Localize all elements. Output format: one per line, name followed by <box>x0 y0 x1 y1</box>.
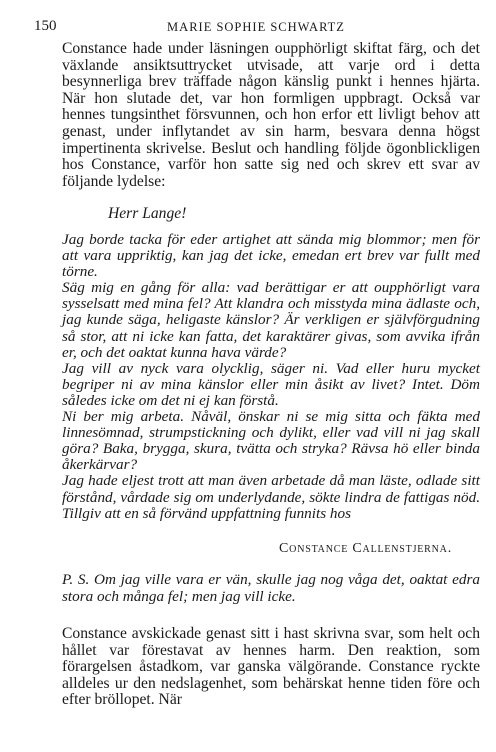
letter-paragraph: Jag hade eljest trott att man även arbetade då man läste, odlade sitt förstånd, vårdade sig om underlydande, sökte lindra de fattigas nöd. Tillgiv att en så förvänd uppfattning funnits hos <box>62 472 480 522</box>
intro-paragraph <box>62 41 480 190</box>
letter-postscript: P. S. Om jag ville vara er vän, skulle jag nog våga det, oaktat edra stora och många fel; men jag vill icke. <box>62 571 480 605</box>
intro-text: Constance hade under läsningen oupphörligt skiftat färg, och det växlande ansiktsuttrycket utvisade, att varje ord i detta besynnerliga brev träffade någon känslig punkt i hennes hjärta. När hon slutade det, var hon formligen uppbragt. Också var hennes tungsinthet försvunnen, och hon erfor ett livligt behov att genast, under inflytandet av sin harm, besvara denna högst impertinenta skrivelse. Beslut och handling följde ögonblickligen hos Constance, varför hon satte sig ned och skrev ett svar av följande lydelse: <box>62 40 480 190</box>
letter-paragraph: Jag borde tacka för eder artighet att sända mig blommor; men för att vara uppriktig, kan jag det icke, emedan ert brev var fullt med törne. <box>62 231 480 281</box>
running-head: MARIE SOPHIE SCHWARTZ <box>167 20 345 34</box>
closing-paragraph <box>62 626 480 709</box>
letter-body <box>62 232 480 522</box>
page-header <box>34 18 478 38</box>
letter-paragraph: Jag vill av nyck vara olycklig, säger ni. Vad eller huru mycket begriper ni av mina känslor eller min åsikt av livet? Intet. Döm således icke om det ni ej kan förstå. <box>62 359 480 409</box>
letter-paragraph: Ni ber mig arbeta. Nåväl, önskar ni se mig sitta och fäkta med linnesömnad, strumpstickning och dylikt, eller vad vill ni jag skall göra? Baka, brygga, skura, tvätta och stryka? Rävsa hö eller binda åkerkärvar? <box>62 408 480 474</box>
page-number: 150 <box>34 18 57 34</box>
letter-salutation: Herr Lange! <box>108 205 187 222</box>
closing-text: Constance avskickade genast sitt i hast skrivna svar, som helt och hållet var förestavat av hennes harm. Den reaktion, som förargelsen åstadkom, var ganska välgörande. Constance ryckte alldeles ur den nedslagenhet, som behärskat henne tiden före och efter bröllopet. När <box>62 625 480 709</box>
letter-signature: Constance Callenstjerna. <box>279 541 452 556</box>
letter-paragraph: Säg mig en gång för alla: vad berättigar er att oupphörligt vara sysselsatt med mina fel? Att klandra och misstyda mina ädlaste och, jag kunde säga, heligaste känslor? Är verkligen er självförgudning så stor, att ni icke kan fatta, det karaktärer givas, som avvika ifrån er, och det oaktat kunna hava värde? <box>62 279 480 361</box>
